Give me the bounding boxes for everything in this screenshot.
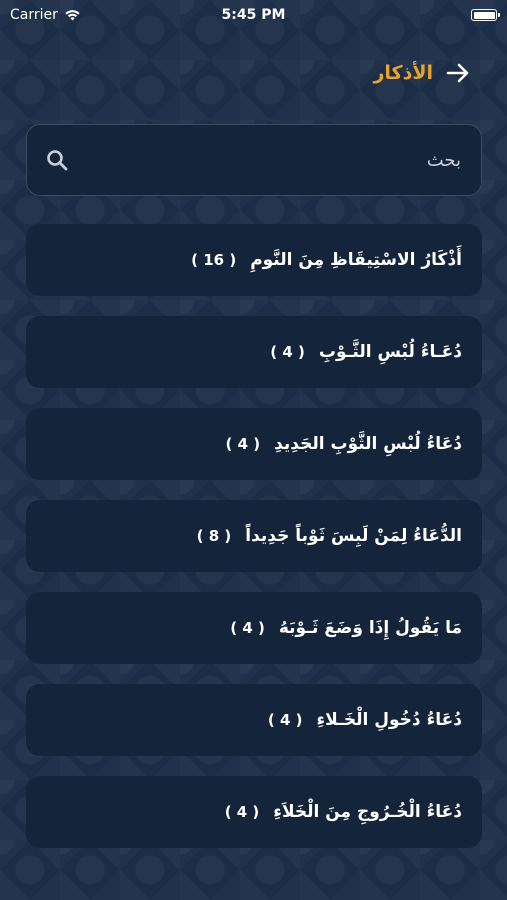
search-icon[interactable] — [45, 148, 69, 172]
list-item-count: ( 8 ) — [196, 527, 232, 545]
status-left — [10, 7, 81, 23]
list-item-label: دُعَاءُ الْخُـرُوجِ مِنَ الْخَلاَءِ — [273, 802, 462, 822]
adhkar-list — [26, 224, 482, 848]
list-item-label: دُعَـاءُ لُبْسِ الثَّـوْبِ — [318, 342, 462, 362]
list-item[interactable] — [26, 684, 482, 756]
list-item-count: ( 4 ) — [267, 711, 303, 729]
list-item-label: الدُّعَاءُ لِمَنْ لَبِسَ ثَوْباً جَدِيداً — [245, 526, 462, 546]
list-item[interactable] — [26, 408, 482, 480]
list-item-label: أَذْكَارُ الاسْتِيقَاظِ مِنَ النَّومِ — [250, 250, 462, 270]
list-item-label: دُعَاءُ دُخُولِ الْخَـلاءِ — [316, 710, 462, 730]
list-item[interactable] — [26, 592, 482, 664]
search-bar[interactable] — [26, 124, 482, 196]
list-item[interactable] — [26, 316, 482, 388]
wifi-icon — [64, 9, 81, 21]
nav-bar — [373, 60, 471, 86]
list-item-count: ( 4 ) — [224, 803, 260, 821]
search-input[interactable] — [69, 124, 463, 196]
page-title: الأذكار — [373, 62, 433, 84]
list-item-label: مَا يَقُولُ إِذَا وَضَعَ ثَـوْبَهُ — [278, 618, 462, 638]
battery-icon — [471, 9, 497, 21]
list-item-label: دُعَاءُ لُبْسِ الثَّوْبِ الجَدِيدِ — [274, 434, 462, 454]
status-time: 5:45 PM — [221, 7, 286, 23]
arrow-right-icon[interactable] — [445, 60, 471, 86]
list-item-count: ( 4 ) — [225, 435, 261, 453]
list-item[interactable] — [26, 776, 482, 848]
list-item-count: ( 16 ) — [191, 251, 237, 269]
list-item-count: ( 4 ) — [230, 619, 265, 637]
list-item[interactable] — [26, 224, 482, 296]
list-item[interactable] — [26, 500, 482, 572]
status-bar — [0, 0, 507, 30]
battery-level — [474, 12, 495, 19]
list-item-count: ( 4 ) — [270, 343, 305, 361]
carrier-label: Carrier — [10, 7, 58, 23]
